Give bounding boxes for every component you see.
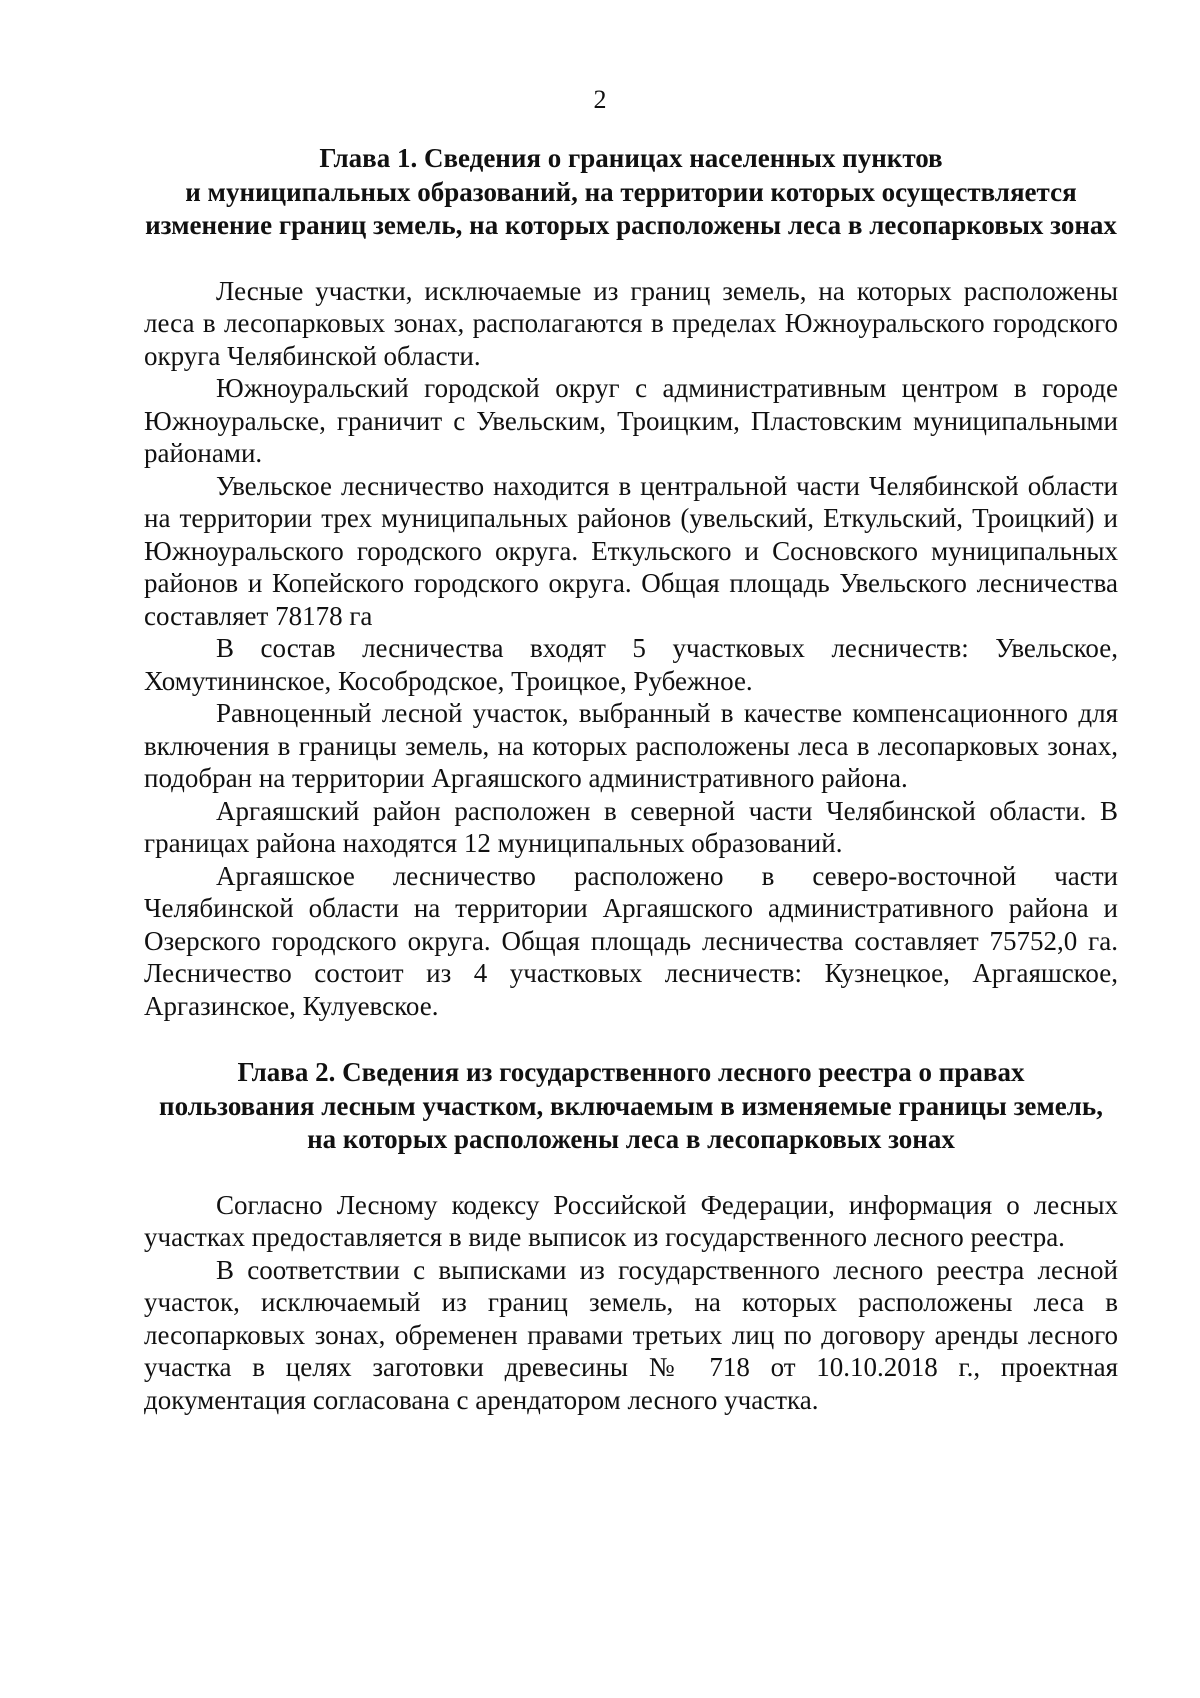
chapter2-paragraph: Согласно Лесному кодексу Российской Федерации, информация о лесных участках предоставляется в виде выписок из государственного лесного реестра. [144,1189,1118,1252]
chapter2-heading-line: Глава 2. Сведения из государственного лесного реестра о правах [237,1057,1025,1087]
chapter1-heading-line: изменение границ земель, на которых расположены леса в лесопарковых зонах [145,210,1117,240]
page-number: 2 [593,85,607,114]
chapter1-heading-line: и муниципальных образований, на территории которых осуществляется [185,176,1077,207]
chapter1-paragraph: Южноуральский городской округ с административным центром в городе Южноуральске, граничит с Увельским, Троицким, Пластовским муниципальными районами. [144,373,1118,468]
chapter1-paragraph: Аргаяшское лесничество расположено в северо-восточной части Челябинской области на территории Аргаяшского административного района и Озерского городского округа. Общая площадь лесничества составляет 75752,0 га. Лесничество состоит из 4 участковых лесничеств: Кузнецкое, Аргаяшское, Аргазинское, Кулуевское. [144,860,1118,1021]
page-content [144,142,1118,1416]
chapter2-heading-line: пользования лесным участком, включаемым в изменяемые границы земель, [159,1090,1103,1121]
chapter1-heading [144,142,1118,243]
chapter1-paragraph: Аргаяшский район расположен в северной части Челябинской области. В границах района находятся 12 муниципальных образований. [144,795,1118,858]
chapter1-heading-line: Глава 1. Сведения о границах населенных пунктов [319,143,943,173]
chapter1-paragraph: Увельское лесничество находится в центральной части Челябинской области на территории трех муниципальных районов (увельский, Еткульский, Троицкий) и Южноуральского городского округа. Еткульского и Сосновского муниципальных районов и Копейского городского округа. Общая площадь Увельского лесничества составляет 78178 га [144,470,1118,631]
chapter2-heading [144,1056,1118,1157]
chapter1-paragraph: В состав лесничества входят 5 участковых лесничеств: Увельское, Хомутининское, Кособродское, Троицкое, Рубежное. [144,633,1118,696]
chapter1-paragraph: Равноценный лесной участок, выбранный в качестве компенсационного для включения в границы земель, на которых расположены леса в лесопарковых зонах, подобран на территории Аргаяшского административного района. [144,698,1118,793]
chapter2-paragraph: В соответствии с выписками из государственного лесного реестра лесной участок, исключаемый из границ земель, на которых расположены леса в лесопарковых зонах, обременен правами третьих лиц по договору аренды лесного участка в целях заготовки древесины № 718 от 10.10.2018 г., проектная документация согласована с арендатором лесного участка. [144,1254,1118,1415]
chapter1-paragraph: Лесные участки, исключаемые из границ земель, на которых расположены леса в лесопарковых зонах, располагаются в пределах Южноуральского городского округа Челябинской области. [144,275,1118,371]
chapter2-heading-line: на которых расположены леса в лесопарковых зонах [307,1124,955,1154]
